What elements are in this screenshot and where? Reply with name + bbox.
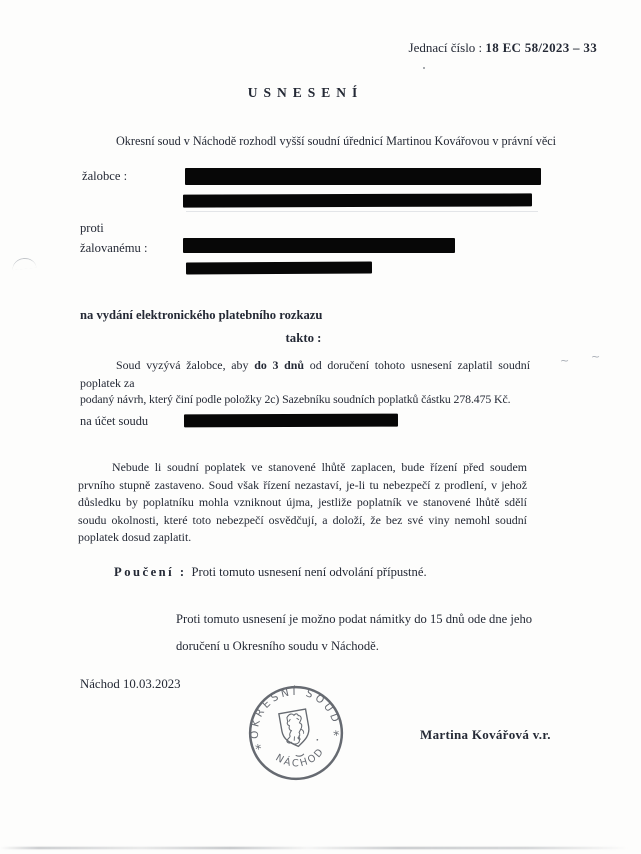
case-number-value: 18 EC 58/2023 – 33 (485, 40, 597, 55)
order-text-post: od doručení tohoto usnesení zaplatil soudní poplatek za (80, 358, 531, 390)
redaction-bar-defendant-2 (186, 262, 372, 275)
case-number-label: Jednací číslo : (408, 40, 486, 55)
scan-artifact-mark: ~ (560, 354, 570, 367)
stamp-bottom-arc-text (272, 744, 329, 774)
scan-artifact-mark: ~ (591, 350, 601, 363)
takto-heading: takto : (285, 331, 322, 345)
signature-name: Martina Kovářová v.r. (420, 727, 551, 742)
court-stamp (239, 676, 353, 790)
advisory-label: Poučení : (114, 565, 187, 579)
order-fee-line: podaný návrh, který činí podle položky 2c) Sazebníku soudních poplatků částku 278.475 Kč. (80, 392, 511, 406)
place-date: Náchod 10.03.2023 (80, 677, 181, 691)
stamp-top-text: OKRESNÍ SOUD (248, 685, 343, 739)
objection-note: Proti tomuto usnesení je možno podat námitky do 15 dnů ode dne jeho doručení u Okresního soudu v Náchodě. (176, 612, 533, 653)
warning-paragraph: Nebude li soudní poplatek ve stanovené lhůtě zaplacen, bude řízení před soudem prvního stupně zastaveno. Soud však řízení nezastaví, je-li tu nebezpečí z prodlení, v jehož důsledku by poplatníku mohla vzniknout újma, jestliže poplatník ve stanovené lhůtě sdělí soudu okolnosti, které toto nebezpečí osvědčují, a doloží, že bez své viny nemohl soudní poplatek dosud zaplatit. (78, 460, 527, 544)
redaction-bar-plaintiff-1 (185, 168, 541, 185)
advisory-line (114, 565, 427, 580)
intro-paragraph: Okresní soud v Náchodě rozhodl vyšší soudní úřednicí Martinou Kovářovou v právní věci (116, 134, 557, 148)
versus-label: proti (80, 221, 104, 235)
stamp-star-left-icon: * (254, 740, 263, 757)
order-account-line: na účet soudu (80, 414, 149, 428)
scan-ghost-line (186, 211, 538, 212)
subject-heading: na vydání elektronického platebního rozkazu (80, 308, 323, 322)
scan-edge-shadow (0, 847, 641, 849)
case-number-line (409, 40, 597, 56)
order-deadline: do 3 dnů (254, 358, 305, 372)
stamp-bottom-text: NÁCHOD (273, 745, 328, 770)
scan-speck (423, 67, 425, 69)
redaction-bar-plaintiff-2 (183, 193, 532, 207)
defendant-label: žalovanému : (80, 241, 148, 255)
plaintiff-label: žalobce : (82, 169, 128, 183)
order-text-pre: Soud vyzývá žalobce, aby (116, 358, 255, 372)
stamp-star-right-icon: * (332, 727, 341, 743)
order-paragraph (80, 356, 530, 392)
advisory-text: Proti tomuto usnesení není odvolání přípustné. (191, 565, 427, 579)
redaction-bar-defendant-1 (183, 238, 455, 253)
scan-artifact-pen-mark (11, 257, 36, 270)
document-title: USNESENÍ (247, 85, 364, 100)
redaction-bar-account (184, 414, 398, 428)
